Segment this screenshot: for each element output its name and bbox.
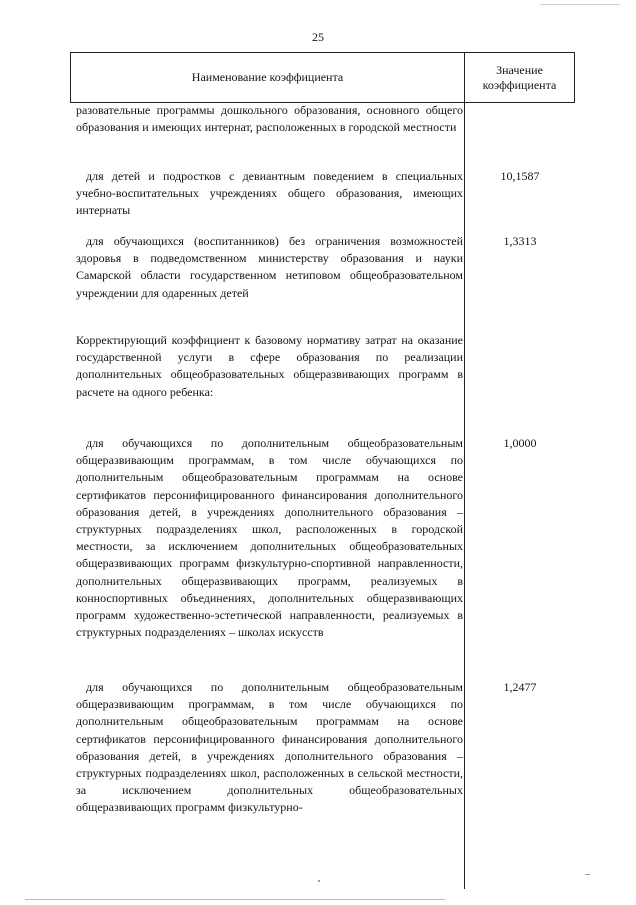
header-value-line2: коэффициента: [482, 78, 557, 92]
table-right-border: [574, 52, 575, 103]
header-value-line1: Значение: [496, 63, 543, 77]
header-value-column: [465, 63, 574, 93]
table-top-border: [70, 52, 575, 53]
row-text: разовательные программы дошкольного образования, основного общего образования и имеющих интернат, расположенных в городской местности: [76, 103, 463, 135]
header-name-column: Наименование коэффициента: [191, 70, 344, 84]
scan-speck: [585, 874, 590, 875]
table-row-correction-heading: [76, 332, 463, 401]
scan-speck: [318, 880, 320, 882]
row-value: 10,1587: [500, 169, 540, 183]
row-value: 1,3313: [503, 234, 537, 248]
scan-edge-line: [25, 899, 445, 900]
row-value: 1,0000: [503, 436, 537, 450]
row-value: 1,2477: [503, 680, 537, 694]
table-row-gifted: [76, 233, 463, 302]
table-row-rural: [76, 679, 463, 817]
row-text: для обучающихся по дополнительным общеобразовательным общеразвивающим программам, в том числе обучающихся по дополнительным общеобразовательным программам на основе сертификатов персонифицированного финансирования дополнительного образования детей, в учреждениях дополнительного образования – структурных подразделениях школ, расположенных в сельской местности, за исключением дополнительных общеобразовательных общеразвивающих программ физкультурно-: [76, 680, 463, 815]
row-text: для обучающихся по дополнительным общеобразовательным общеразвивающим программам, в том числе обучающихся по дополнительным общеобразовательным программам на основе сертификатов персонифицированного финансирования дополнительного образования детей, в учреждениях дополнительного образования – структурных подразделениях школ, расположенных в городской местности, за исключением дополнительных общеобразовательных общеразвивающих программ физкультурно-спортивной направленности, дополнительных общеразвивающих программ, реализуемых в конноспортивных объединениях, дополнительных общеразвивающих программ художественно-эстетической направленности, реализуемых в структурных подразделениях – школах искусств: [76, 436, 463, 640]
table-row-continuation: [76, 102, 463, 136]
row-text: для обучающихся (воспитанников) без ограничения возможностей здоровья в подведомственном министерству образования и науки Самарской области государственном нетиповом общеобразовательном учреждении для одаренных детей: [76, 234, 463, 300]
row-text: Корректирующий коэффициент к базовому нормативу затрат на оказание государственной услуги в сфере образования по реализации дополнительных общеобразовательных общеразвивающих программ в расчете на одного ребенка:: [76, 333, 463, 399]
table-row-deviant: [76, 168, 463, 220]
table-row-urban: [76, 435, 463, 641]
column-divider: [464, 52, 465, 889]
page-number: 25: [312, 30, 324, 44]
scan-speck: [540, 4, 620, 5]
row-text: для детей и подростков с девиантным поведением в специальных учебно-воспитательных учреждениях общего образования, имеющих интернаты: [76, 169, 463, 218]
